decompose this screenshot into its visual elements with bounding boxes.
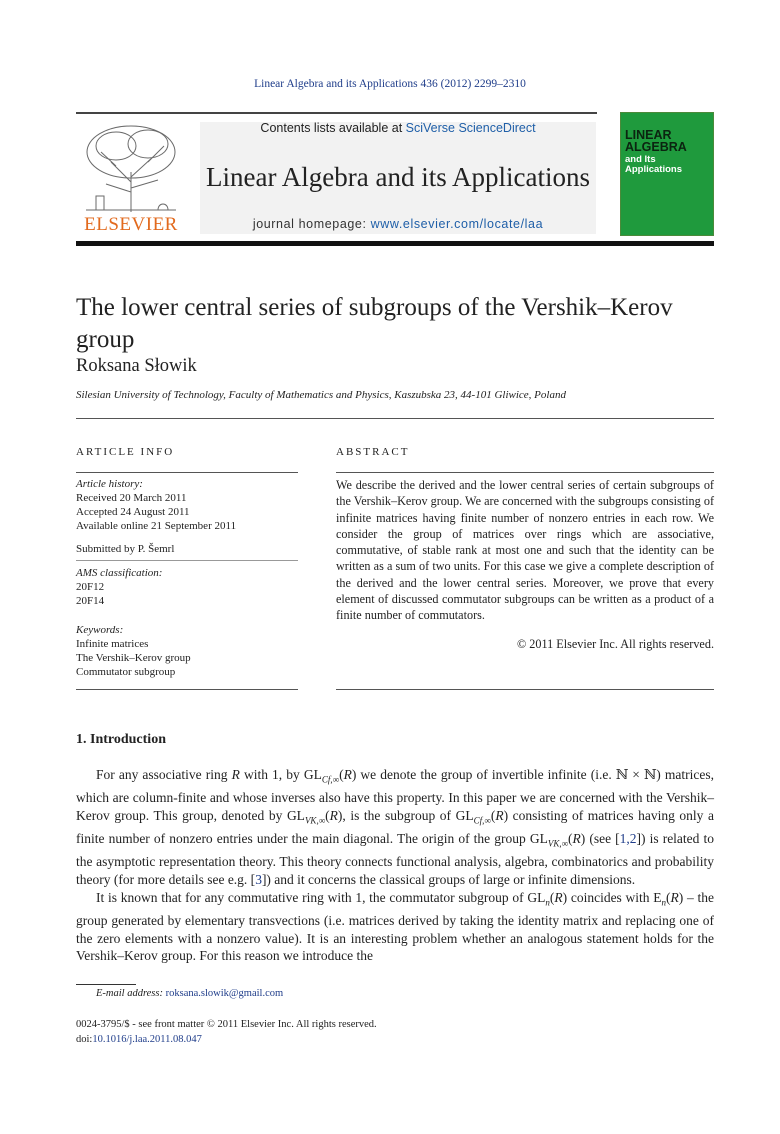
text-run: , is the subgroup of — [342, 807, 456, 823]
doi-line — [76, 1033, 377, 1048]
text-run: (see [ — [585, 831, 620, 847]
reference-link[interactable]: 3 — [255, 872, 262, 888]
divider — [336, 472, 714, 473]
contents-line — [200, 121, 596, 135]
issn-line: 0024-3795/$ - see front matter © 2011 Elsevier Inc. All rights reserved. — [76, 1019, 377, 1030]
ams-classification — [76, 566, 298, 608]
journal-title: Linear Algebra and its Applications — [206, 162, 590, 192]
keywords-label: Keywords: — [76, 624, 124, 636]
abstract-text: We describe the derived and the lower central series of certain subgroups of the Vershik–Kerov group. We are concerned with the subgroups consisting of infinite matrices having finite number of nonzero entries in each row. We consider the group of matrices over rings which are associative, commutative, of stable rank at most one and such that the identity can be written as a sum of two units. For this case we give a complete description of the derived and the lower central series. Moreover, we prove that every element of discussed commutator subgroups can be written as a product of a finite number of commutators. — [336, 478, 714, 623]
keyword: Infinite matrices — [76, 638, 149, 650]
author-name: Roksana Słowik — [76, 356, 197, 376]
online-date: Available online 21 September 2011 — [76, 520, 237, 532]
divider — [336, 689, 714, 690]
homepage-prefix: journal homepage: — [252, 217, 371, 231]
email-link[interactable]: roksana.slowik@gmail.com — [165, 988, 284, 999]
contents-prefix: Contents lists available at — [260, 121, 406, 135]
divider — [76, 472, 298, 473]
elsevier-tree-logo — [76, 122, 186, 214]
abstract-copyright: © 2011 Elsevier Inc. All rights reserved. — [517, 637, 714, 651]
paragraph: For any associative ring R with 1, by $GL_{Cf,\infty}(R)$ we denote the group of invertible infinite (i.e. ℕ × ℕ) matrices, which are column-finite and whose inverses also have this property. In this paper we are concerned with the Vershik–Kerov group. This group, denoted by $GL_{VK,\infty}(R)$, is the subgroup of $GL_{Cf,\infty}(R)$ consisting of matrices having only a finite number of nonzero entries under the main diagonal. The origin of the group $GL_{VK,\infty}(R)$ (see [1,2]) is related to the asymptotic representation theory. This theory connects functional analysis, algebra, combinatorics and probability theory (for more details see e.g. [3]) and it concerns the classical groups of large or infinite dimensions. — [76, 767, 714, 888]
divider — [76, 689, 298, 690]
reference-link[interactable]: 1,2 — [619, 831, 637, 847]
ams-code: 20F14 — [76, 595, 105, 607]
history-label: Article history: — [76, 478, 143, 490]
article-info-heading: ARTICLE INFO — [76, 446, 175, 458]
front-matter — [76, 1018, 377, 1047]
ams-label: AMS classification: — [76, 567, 163, 579]
homepage-link[interactable]: www.elsevier.com/locate/laa — [370, 217, 544, 231]
submitted-by: Submitted by P. Šemrl — [76, 543, 175, 555]
header-rule — [76, 112, 597, 114]
text-run: It is known that for any commutative ring with 1, the commutator subgroup of — [96, 889, 528, 905]
text-run: ]) and it concerns the classical groups of large or infinite dimensions. — [261, 872, 636, 888]
divider — [76, 560, 298, 561]
divider — [76, 418, 714, 419]
doi-link[interactable]: 10.1016/j.laa.2011.08.047 — [92, 1033, 202, 1045]
cover-subtitle — [625, 155, 682, 175]
cover-title — [625, 129, 687, 153]
header-thick-rule — [76, 241, 714, 246]
text-run: we denote the group of invertible infinite (i.e. ℕ × ℕ) matrices, which are column-finite and whose inverses also have this property. In this paper we are concerned with the Vershik–Kerov group. This group, denoted by — [76, 767, 714, 823]
elsevier-wordmark: ELSEVIER — [84, 214, 178, 235]
section-heading-introduction: 1. Introduction — [76, 732, 166, 747]
text-run: – the group generated by elementary transvections (i.e. matrices derived by taking the identity matrix and replacing one of the zero elements with a nonzero value). It is an interesting problem whether an analogous statement holds for the Vershik–Kerov group. For this reason we introduce the — [76, 889, 714, 964]
abstract-heading: ABSTRACT — [336, 446, 410, 458]
journal-citation[interactable]: Linear Algebra and its Applications 436 (2012) 2299–2310 — [254, 78, 526, 90]
article-history — [76, 477, 298, 533]
ams-code: 20F12 — [76, 581, 105, 593]
keyword: The Vershik–Kerov group — [76, 652, 191, 664]
article-title: The lower central series of subgroups of the Vershik–Kerov group — [76, 294, 673, 353]
received-date: Received 20 March 2011 — [76, 492, 187, 504]
text-run: For any associative ring — [96, 767, 232, 782]
keywords — [76, 623, 298, 679]
journal-homepage — [200, 217, 596, 231]
text-run: consisting of matrices having only a finite number of nonzero entries under the main diagonal. The origin of the group — [76, 807, 714, 847]
text-run: ]) is related to the asymptotic representation theory. This theory connects functional analysis, algebra, combinatorics and probability theory (for more details see e.g. [ — [76, 831, 714, 888]
author-affiliation: Silesian University of Technology, Faculty of Mathematics and Physics, Kaszubska 23, 44-101 Gliwice, Poland — [76, 389, 566, 401]
footnote-email — [96, 988, 283, 999]
accepted-date: Accepted 24 August 2011 — [76, 506, 190, 518]
sciencedirect-link[interactable]: SciVerse ScienceDirect — [405, 121, 536, 135]
text-run: coincides with — [567, 889, 654, 905]
paragraph: It is known that for any commutative ring with 1, the commutator subgroup of $GL_n(R)$ coincides with $E_n(R)$ – the group generated by elementary transvections (i.e. matrices derived by taking the identity matrix and replacing one of the zero elements with a nonzero value). It is an interesting problem whether an analogous statement holds for the Vershik–Kerov group. For this reason we introduce the — [76, 889, 714, 964]
email-label: E-mail address: — [96, 988, 166, 999]
cover-line: and Its — [625, 154, 656, 165]
cover-line: ALGEBRA — [625, 140, 687, 154]
footnote-rule — [76, 984, 136, 985]
cover-line: Applications — [625, 164, 683, 175]
text-run: with 1, by — [239, 767, 304, 782]
journal-cover[interactable] — [620, 112, 714, 236]
cover-line: LINEAR — [625, 128, 672, 142]
doi-label: doi: — [76, 1033, 93, 1045]
keyword: Commutator subgroup — [76, 666, 176, 678]
introduction-body — [76, 766, 714, 965]
